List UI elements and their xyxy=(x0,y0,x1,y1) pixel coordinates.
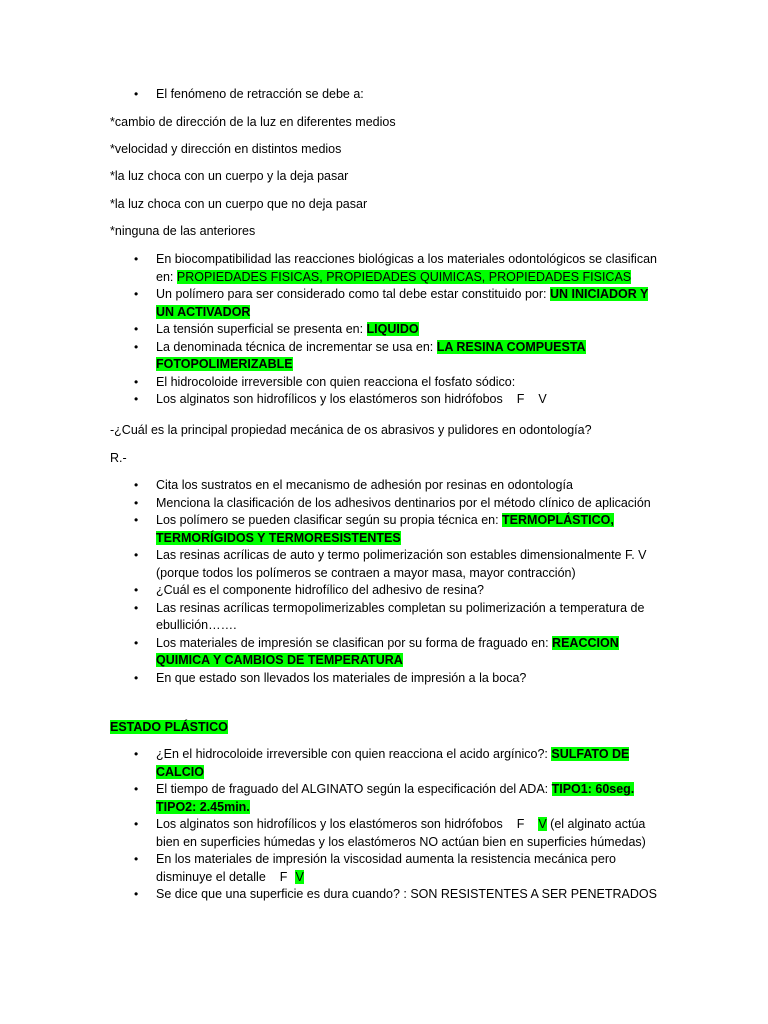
question-text: ¿En el hidrocoloide irreversible con quien reacciona el acido argínico?: xyxy=(156,747,552,761)
question-text: Los alginatos son hidrofílicos y los elastómeros son hidrófobos xyxy=(156,392,503,406)
highlighted-answer: TIPO1: 60seg. TIPO2: 2.45min. xyxy=(156,782,635,814)
list-item xyxy=(0,635,666,670)
true-marker: V xyxy=(538,392,547,406)
bullet-icon: • xyxy=(134,747,139,761)
bullet-icon: • xyxy=(134,374,139,389)
question-text: En los materiales de impresión la viscosidad aumenta la resistencia mecánica pero disminuye el detalle xyxy=(156,852,616,884)
question-text: -¿Cuál es la principal propiedad mecánica de os abrasivos y pulidores en odontología? xyxy=(110,423,592,437)
question-text: (el alginato actúa bien en superficies húmedas y los elastómeros NO actúan bien en superficies húmedas) xyxy=(156,817,646,849)
bullet-icon: • xyxy=(134,852,139,866)
list-item xyxy=(0,339,666,374)
question-list-1 xyxy=(0,86,768,104)
answer-label: R.- xyxy=(110,451,127,465)
list-item xyxy=(0,851,666,886)
question-text: Las resinas acrílicas de auto y termo polimerización son estables dimensionalmente F. V (porque todos los polímeros se contraen a mayor masa, mayor contracción) xyxy=(156,548,647,580)
list-item xyxy=(0,886,666,904)
highlighted-answer: ESTADO PLÁSTICO xyxy=(110,720,228,734)
list-item xyxy=(0,816,666,851)
bullet-icon: • xyxy=(134,670,139,685)
question-text: Las resinas acrílicas termopolimerizables completan su polimerización a temperatura de ebullición……. xyxy=(156,600,645,632)
false-marker: F xyxy=(516,817,525,831)
bullet-icon: • xyxy=(134,782,139,796)
highlighted-answer: LIQUIDO xyxy=(366,322,419,336)
bullet-icon: • xyxy=(134,495,139,510)
bullet-icon: • xyxy=(134,548,139,562)
question-text: En biocompatibilidad las reacciones biológicas a los materiales odontológicos se clasifican en: xyxy=(156,252,657,284)
question-text: La denominada técnica de incrementar se usa en: xyxy=(156,339,437,354)
highlighted-answer: LA RESINA COMPUESTA FOTOPOLIMERIZABLE xyxy=(156,339,586,371)
question-text: El fenómeno de retracción se debe a: xyxy=(156,87,364,101)
highlighted-answer: PROPIEDADES FISICAS, PROPIEDADES QUIMICAS, PROPIEDADES FISICAS xyxy=(176,269,632,284)
list-item xyxy=(0,746,666,781)
question-text: Un polímero para ser considerado como tal debe estar constituido por: xyxy=(156,287,550,301)
list-item xyxy=(0,512,666,547)
true-marker: V xyxy=(538,817,547,831)
bullet-icon: • xyxy=(134,513,139,527)
list-item xyxy=(0,781,666,816)
list-item xyxy=(0,86,666,104)
question-text: El hidrocoloide irreversible con quien reacciona el fosfato sódico: xyxy=(156,374,516,389)
bullet-icon: • xyxy=(134,817,139,831)
list-item xyxy=(0,321,666,339)
false-marker: F xyxy=(279,869,288,884)
question-text: Los materiales de impresión se clasifican por su forma de fraguado en: xyxy=(156,635,553,650)
question-list-3 xyxy=(0,477,768,687)
highlighted-answer: SULFATO DE CALCIO xyxy=(156,747,630,779)
list-item xyxy=(0,495,666,513)
option-text: *cambio de dirección de la luz en diferentes medios xyxy=(110,115,396,129)
bullet-icon: • xyxy=(134,287,139,301)
highlighted-answer: UN INICIADOR Y UN ACTIVADOR xyxy=(156,287,649,319)
list-item xyxy=(0,286,666,321)
bullet-icon: • xyxy=(134,252,139,266)
highlighted-answer: TERMOPLÁSTICO, TERMORÍGIDOS Y TERMORESISTENTES xyxy=(156,513,614,545)
list-item xyxy=(0,670,666,688)
list-item xyxy=(0,547,666,582)
highlighted-answer: REACCION QUIMICA Y CAMBIOS DE TEMPERATURA xyxy=(156,635,619,667)
bullet-icon: • xyxy=(134,392,139,406)
option-text: *ninguna de las anteriores xyxy=(110,224,256,238)
list-item xyxy=(0,251,666,286)
bullet-icon: • xyxy=(134,478,139,492)
option-text: *la luz choca con un cuerpo y la deja pasar xyxy=(110,169,349,183)
list-item xyxy=(0,374,666,392)
question-text: En que estado son llevados los materiales de impresión a la boca? xyxy=(156,670,527,685)
option-text: *la luz choca con un cuerpo que no deja pasar xyxy=(110,197,368,211)
bullet-icon: • xyxy=(134,600,139,615)
question-text: El tiempo de fraguado del ALGINATO según la especificación del ADA: xyxy=(156,782,552,796)
option-text: *velocidad y dirección en distintos medios xyxy=(110,142,342,156)
question-text: La tensión superficial se presenta en: xyxy=(156,322,367,336)
bullet-icon: • xyxy=(134,635,139,650)
section-heading xyxy=(110,719,228,736)
question-text: Los polímero se pueden clasificar según su propia técnica en: xyxy=(156,513,503,527)
true-marker: V xyxy=(295,869,304,884)
bullet-icon: • xyxy=(134,87,139,101)
question-text: Se dice que una superficie es dura cuando? : SON RESISTENTES A SER PENETRADOS xyxy=(156,887,657,901)
list-item xyxy=(0,477,666,495)
bullet-icon: • xyxy=(134,887,139,901)
list-item xyxy=(0,391,666,409)
list-item xyxy=(0,600,666,635)
question-list-2 xyxy=(0,251,768,409)
false-marker: F xyxy=(516,392,525,406)
bullet-icon: • xyxy=(134,583,139,597)
question-text: Los alginatos son hidrofílicos y los elastómeros son hidrófobos xyxy=(156,817,503,831)
bullet-icon: • xyxy=(134,322,139,336)
question-list-4 xyxy=(0,746,768,904)
question-text: ¿Cuál es el componente hidrofílico del adhesivo de resina? xyxy=(156,583,484,597)
question-text: Menciona la clasificación de los adhesivos dentinarios por el método clínico de aplicación xyxy=(156,495,651,510)
list-item xyxy=(0,582,666,600)
bullet-icon: • xyxy=(134,339,139,354)
question-text: Cita los sustratos en el mecanismo de adhesión por resinas en odontología xyxy=(156,478,573,492)
